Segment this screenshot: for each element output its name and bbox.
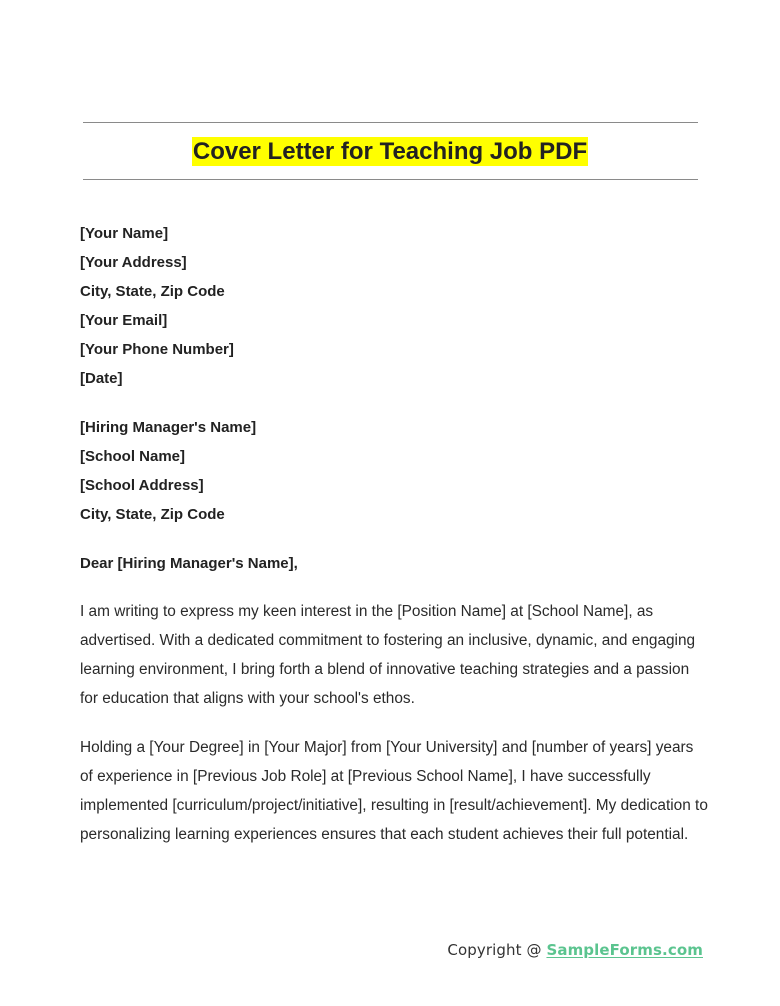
title-container bbox=[0, 137, 780, 166]
sender-city-state-zip: City, State, Zip Code bbox=[80, 283, 225, 300]
title-bottom-divider bbox=[83, 179, 698, 180]
recipient-city-state-zip: City, State, Zip Code bbox=[80, 506, 225, 523]
body-paragraph-1-container bbox=[80, 597, 710, 713]
recipient-school-address: [School Address] bbox=[80, 477, 204, 494]
sender-name: [Your Name] bbox=[80, 225, 169, 242]
sender-block bbox=[80, 219, 710, 393]
salutation: Dear [Hiring Manager's Name], bbox=[80, 555, 298, 572]
copyright-footer bbox=[447, 939, 703, 961]
recipient-school-name: [School Name] bbox=[80, 448, 186, 465]
body-paragraph-2-container bbox=[80, 733, 710, 849]
letter-date: [Date] bbox=[80, 370, 123, 387]
sender-phone: [Your Phone Number] bbox=[80, 341, 234, 358]
sender-email: [Your Email] bbox=[80, 312, 168, 329]
recipient-block bbox=[80, 413, 710, 529]
sampleforms-link[interactable]: SampleForms.com bbox=[546, 941, 703, 959]
body-paragraph-2: Holding a [Your Degree] in [Your Major] from [Your University] and [number of years] years of experience in [Previous Job Role] at [Previous School Name], I have successfully implemented [curriculum/project/initiative], resulting in [result/achievement]. My dedication to personalizing learning experiences ensures that each student achieves their full potential. bbox=[80, 739, 708, 843]
body-paragraph-1: I am writing to express my keen interest in the [Position Name] at [School Name], as advertised. With a dedicated commitment to fostering an inclusive, dynamic, and engaging learning environment, I bring forth a blend of innovative teaching strategies and a passion for education that aligns with your school's ethos. bbox=[80, 603, 696, 707]
title-top-divider bbox=[83, 122, 698, 123]
salutation-block bbox=[80, 549, 710, 578]
document-title: Cover Letter for Teaching Job PDF bbox=[192, 138, 588, 165]
recipient-manager-name: [Hiring Manager's Name] bbox=[80, 419, 257, 436]
copyright-text: Copyright @ bbox=[447, 941, 547, 959]
sender-address: [Your Address] bbox=[80, 254, 187, 271]
